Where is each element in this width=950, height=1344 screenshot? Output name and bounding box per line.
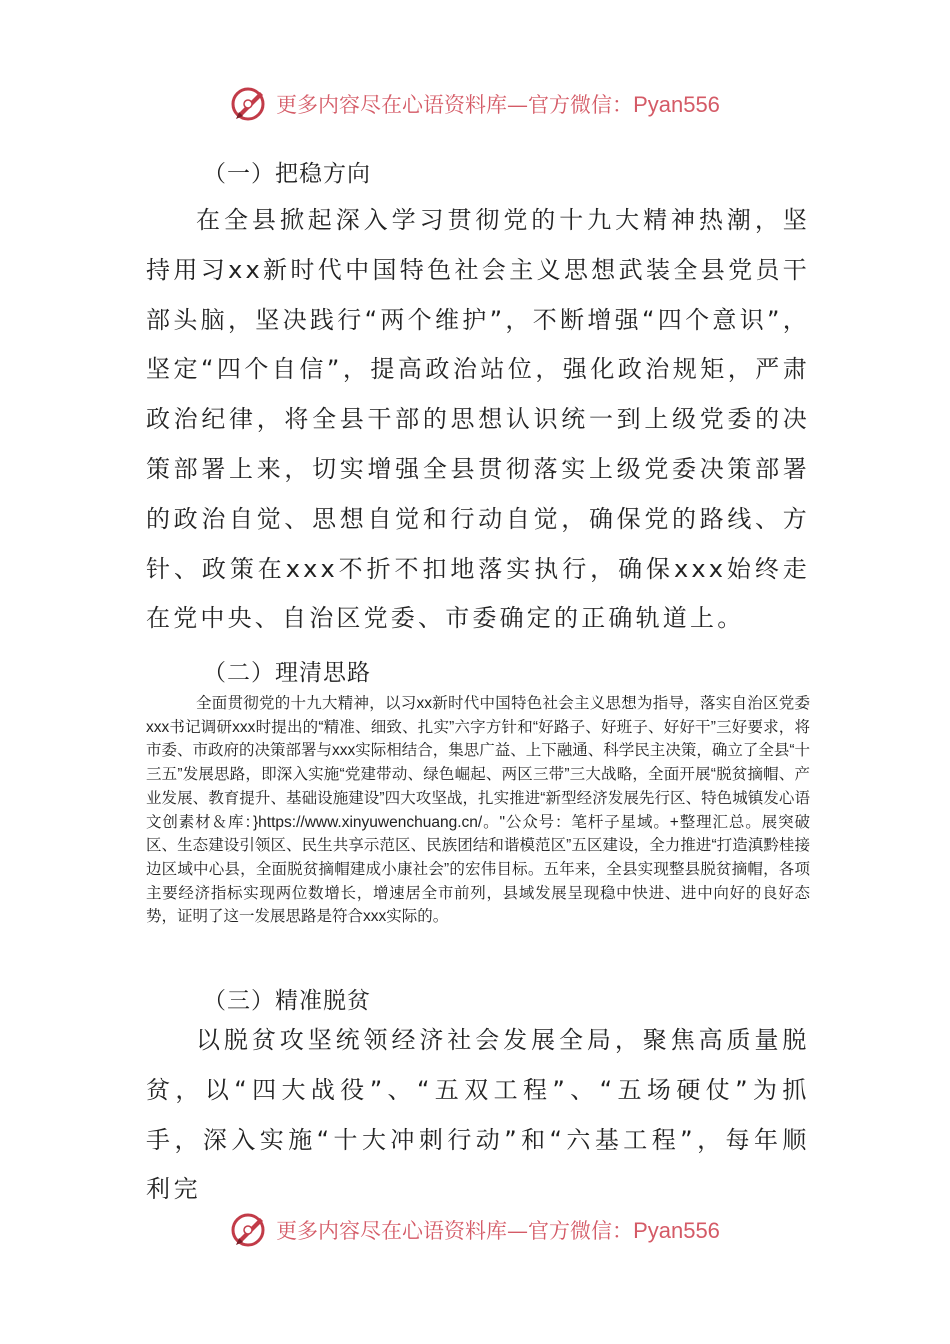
footer-banner: [0, 1206, 950, 1254]
section-1-body: 在全县掀起深入学习贯彻党的十九大精神热潮，坚持用习xx新时代中国特色社会主义思想武装全县党员干部头脑，坚决践行“两个维护”，不断增强“四个意识”，坚定“四个自信”，提高政治站位，强化政治规矩，严肃政治纪律，将全县干部的思想认识统一到上级党委的决策部署上来，切实增强全县贯彻落实上级党委决策部署的政治自觉、思想自觉和行动自觉，确保党的路线、方针、政策在xxx不折不扣地落实执行，确保xxx始终走在党中央、自治区党委、市委确定的正确轨道上。: [146, 206, 810, 633]
banner-wechat-id: Pyan556: [633, 1218, 720, 1243]
section-3-heading: （三）精准脱贫: [203, 988, 371, 1014]
header-banner: [0, 80, 950, 128]
section-3-body: 以脱贫攻坚统领经济社会发展全局，聚焦高质量脱贫，以“四大战役”、“五双工程”、“五场硬仗”为抓手，深入实施“十大冲刺行动”和“六基工程”，每年顺利完: [146, 1026, 810, 1204]
section-2-body: 全面贯彻党的十九大精神，以习xx新时代中国特色社会主义思想为指导，落实自治区党委xxx书记调研xxx时提出的“精准、细致、扎实”六字方针和“好路子、好班子、好好干”三好要求，将市委、市政府的决策部署与xxx实际相结合，集思广益、上下融通、科学民主决策，确立了全县“十三五”发展思路，即深入实施“党建带动、绿色崛起、两区三带”三大战略，全面开展“脱贫摘帽、产业发展、教育提升、基础设施建设”四大攻坚战，扎实推进“新型经济发展先行区、特色城镇发心语文创素材＆库：}https://www.xinyuwenchuang.cn/。"公众号：笔杆子星域。+整理汇总。展突破区、生态建设引领区、民生共享示范区、民族团结和谐模范区”五区建设，全力推进“打造滇黔桂接边区域中心县，全面脱贫摘帽建成小康社会”的宏伟目标。五年来，全县实现整县脱贫摘帽，各项主要经济指标实现两位数增长，增速居全市前列，县域发展呈现稳中快进、进中向好的良好态势，证明了这一发展思路是符合xxx实际的。: [146, 695, 810, 926]
banner-wechat-id: Pyan556: [633, 92, 720, 117]
section-2-heading: （二）理清思路: [203, 660, 371, 686]
pen-logo-icon: [230, 1210, 270, 1250]
banner-text-cn: 更多内容尽在心语资料库—官方微信：: [276, 1219, 634, 1243]
banner-text: [276, 89, 720, 119]
pen-logo-icon: [230, 84, 270, 124]
banner-text-cn: 更多内容尽在心语资料库—官方微信：: [276, 93, 634, 117]
section-1-heading: （一）把稳方向: [203, 161, 371, 187]
banner-text: [276, 1215, 720, 1245]
